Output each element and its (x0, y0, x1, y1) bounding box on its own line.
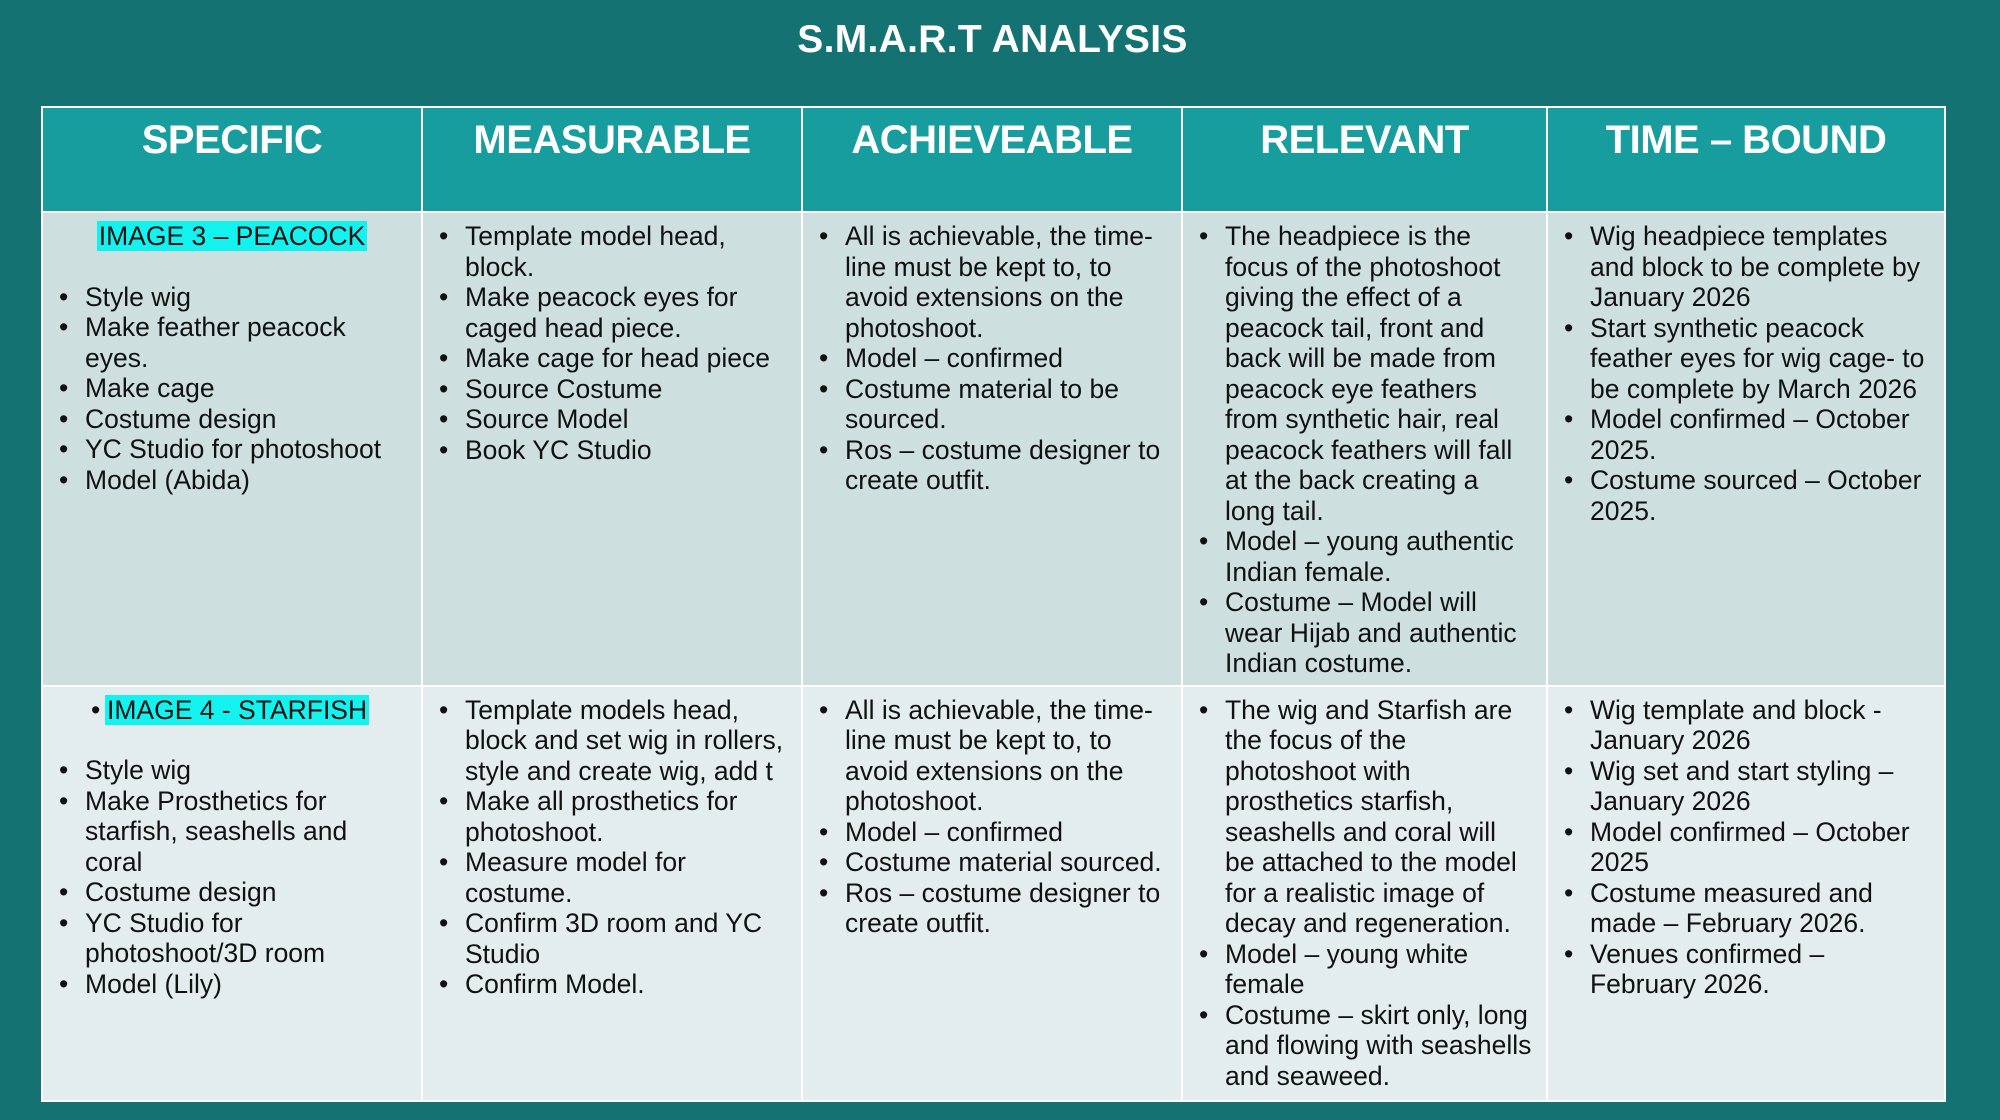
header-row (42, 107, 1945, 212)
list-item: • Style wig (57, 755, 407, 786)
list-item: • Model confirmed – October 2025. (1562, 404, 1930, 465)
time-bound-list (1562, 221, 1930, 526)
time-bound-list (1562, 695, 1930, 1000)
cell-specific (42, 686, 422, 1101)
list-item: • Wig headpiece templates and block to be complete by January 2026 (1562, 221, 1930, 313)
achievable-list (817, 221, 1167, 496)
cell-time-bound (1547, 686, 1945, 1101)
column-header-time-bound: TIME – BOUND (1547, 107, 1945, 212)
relevant-list (1197, 221, 1532, 679)
list-item: • Template models head, block and set wig in rollers, style and create wig, add t (437, 695, 787, 787)
image-heading (57, 695, 407, 726)
list-item: • Style wig (57, 282, 407, 313)
list-item: • Measure model for costume. (437, 847, 787, 908)
achievable-list (817, 695, 1167, 939)
image-heading-text: IMAGE 3 – PEACOCK (98, 221, 366, 251)
list-item: • Make all prosthetics for photoshoot. (437, 786, 787, 847)
list-item: • Costume material to be sourced. (817, 374, 1167, 435)
column-header-measurable: MEASURABLE (422, 107, 802, 212)
list-item: • All is achievable, the time-line must be kept to, to avoid extensions on the photoshoot. (817, 221, 1167, 343)
list-item: • Ros – costume designer to create outfit. (817, 435, 1167, 496)
list-item: • Model – young authentic Indian female. (1197, 526, 1532, 587)
cell-measurable (422, 212, 802, 686)
list-item: • Venues confirmed – February 2026. (1562, 939, 1930, 1000)
list-item: • Costume measured and made – February 2026. (1562, 878, 1930, 939)
cell-achievable (802, 686, 1182, 1101)
list-item: • The wig and Starfish are the focus of the photoshoot with prosthetics starfish, seashells and coral will be attached to the model for a realistic image of decay and regeneration. (1197, 695, 1532, 939)
list-item: • Costume – skirt only, long and flowing with seashells and seaweed. (1197, 1000, 1532, 1092)
column-header-achievable: ACHIEVEABLE (802, 107, 1182, 212)
smart-table (41, 106, 1946, 1102)
list-item: • Model (Abida) (57, 465, 407, 496)
column-header-relevant: RELEVANT (1182, 107, 1547, 212)
list-item: • Template model head, block. (437, 221, 787, 282)
list-item: • All is achievable, the time-line must be kept to, to avoid extensions on the photoshoot. (817, 695, 1167, 817)
list-item: • The headpiece is the focus of the photoshoot giving the effect of a peacock tail, front and back will be made from peacock eye feathers from synthetic hair, real peacock feathers will fall at the back creating a long tail. (1197, 221, 1532, 526)
list-item: • Model – young white female (1197, 939, 1532, 1000)
list-item: • Confirm 3D room and YC Studio (437, 908, 787, 969)
cell-time-bound (1547, 212, 1945, 686)
list-item: • YC Studio for photoshoot (57, 434, 407, 465)
list-item: • Costume design (57, 877, 407, 908)
relevant-list (1197, 695, 1532, 1092)
list-item: • Ros – costume designer to create outfit. (817, 878, 1167, 939)
list-item: • Start synthetic peacock feather eyes for wig cage- to be complete by March 2026 (1562, 313, 1930, 405)
table-row-starfish (42, 686, 1945, 1101)
list-item: • Model confirmed – October 2025 (1562, 817, 1930, 878)
measurable-list (437, 695, 787, 1000)
list-item: • Book YC Studio (437, 435, 787, 466)
specific-list (57, 755, 407, 999)
list-item: • Wig template and block - January 2026 (1562, 695, 1930, 756)
cell-measurable (422, 686, 802, 1101)
list-item: • Model – confirmed (817, 817, 1167, 848)
cell-relevant (1182, 686, 1547, 1101)
list-item: • Model (Lily) (57, 969, 407, 1000)
list-item: • Wig set and start styling – January 2026 (1562, 756, 1930, 817)
list-item: • Source Costume (437, 374, 787, 405)
image-heading-text: IMAGE 4 - STARFISH (107, 694, 368, 725)
list-item: • Make cage (57, 373, 407, 404)
cell-relevant (1182, 212, 1547, 686)
column-header-specific: SPECIFIC (42, 107, 422, 212)
specific-list (57, 282, 407, 496)
cell-specific (42, 212, 422, 686)
table-row-peacock (42, 212, 1945, 686)
list-item: • Costume sourced – October 2025. (1562, 465, 1930, 526)
list-item: • Model – confirmed (817, 343, 1167, 374)
cell-achievable (802, 212, 1182, 686)
measurable-list (437, 221, 787, 465)
list-item: • Costume – Model will wear Hijab and authentic Indian costume. (1197, 587, 1532, 679)
list-item: • Make cage for head piece (437, 343, 787, 374)
list-item: • Source Model (437, 404, 787, 435)
page-title: S.M.A.R.T ANALYSIS (797, 18, 1188, 61)
list-item: • Costume design (57, 404, 407, 435)
image-heading (57, 221, 407, 252)
list-item: • YC Studio for photoshoot/3D room (57, 908, 407, 969)
list-item: • Confirm Model. (437, 969, 787, 1000)
list-item: • Make Prosthetics for starfish, seashells and coral (57, 786, 407, 878)
list-item: • Costume material sourced. (817, 847, 1167, 878)
list-item: • Make feather peacock eyes. (57, 312, 407, 373)
list-item: • Make peacock eyes for caged head piece. (437, 282, 787, 343)
